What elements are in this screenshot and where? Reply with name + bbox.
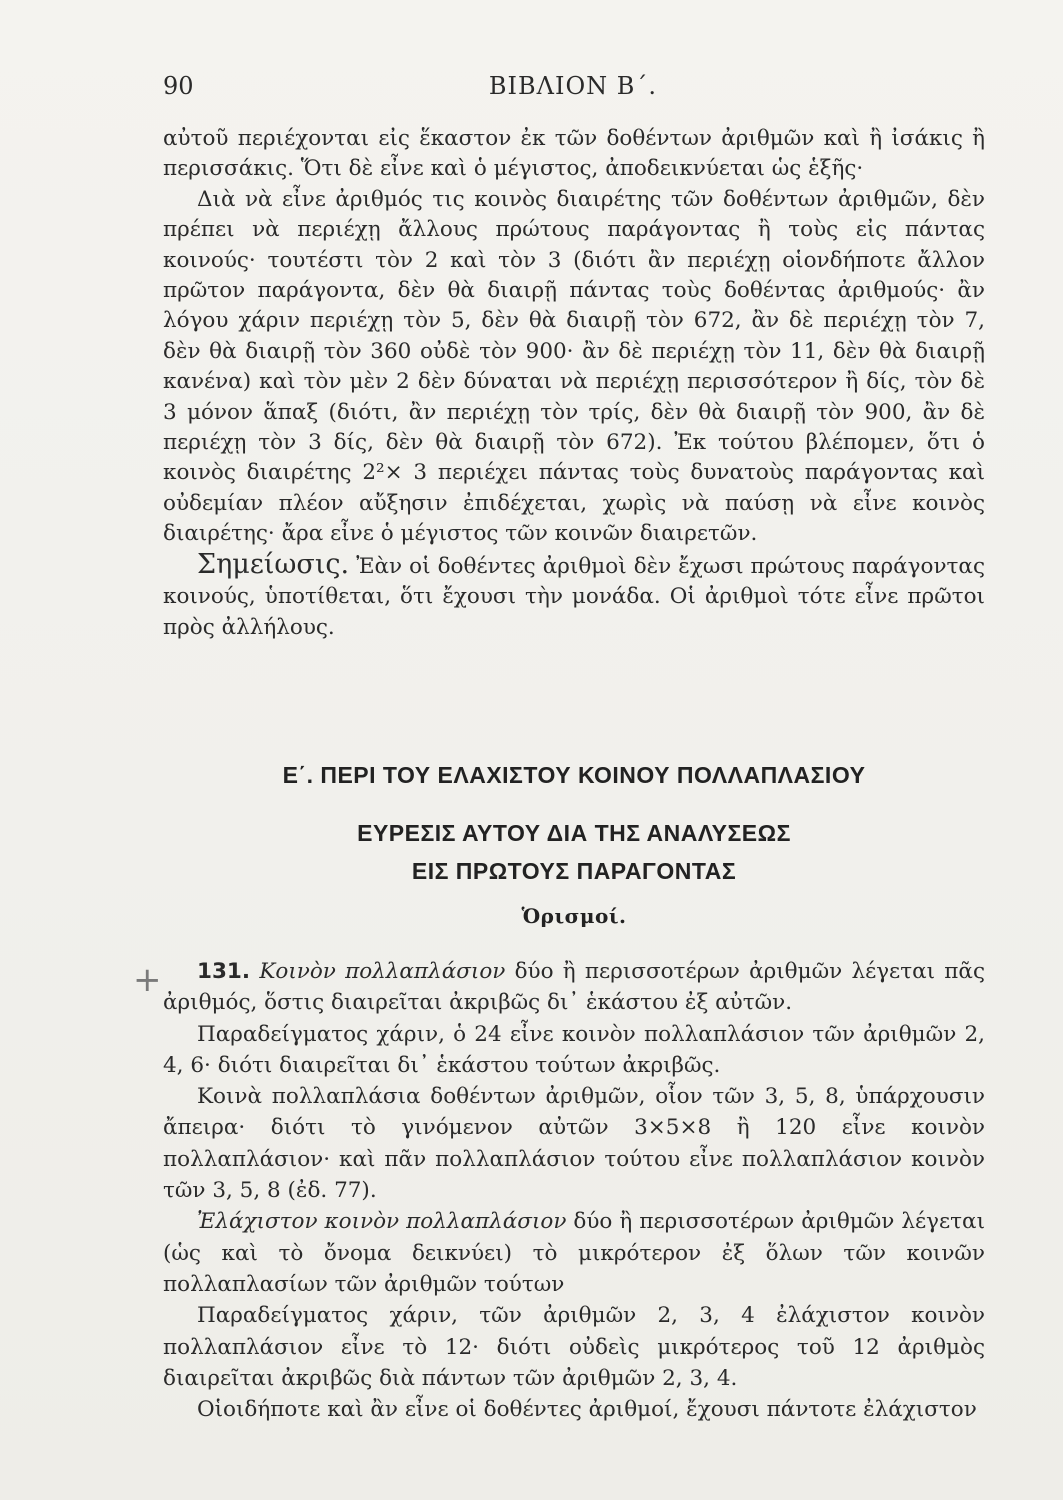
note-label: Σημείωσις. <box>197 548 350 580</box>
proof-text-block <box>163 124 985 643</box>
paragraph-number: 131. <box>197 959 251 984</box>
definition-lcm-text: δύο ἢ περισσοτέρων ἀριθμῶν λέγεται (ὡς καὶ τὸ ὄνομα δεικνύει) τὸ μικρότερον ἐξ ὅλων τῶν κοινῶν πολλαπλασίων τῶν ἀριθμῶν τούτων <box>163 1209 985 1297</box>
page-number: 90 <box>163 72 194 100</box>
closing-paragraph: Οἱοιδήποτε καὶ ἂν εἶνε οἱ δοθέντες ἀριθμοί, ἔχουσι πάντοτε ἐλάχιστον <box>197 1397 977 1423</box>
note-text: Ἐὰν οἱ δοθέντες ἀριθμοὶ δὲν ἔχωσι πρώτους παράγοντας κοινούς, ὑποτίθεται, ὅτι ἔχουσι τὴν μονάδα. Οἱ ἀριθμοὶ τότε εἶνε πρῶτοι πρὸς ἀλλήλους. <box>163 553 985 640</box>
note-paragraph <box>163 550 985 643</box>
definitions-heading: Ὁρισμοί. <box>521 904 627 928</box>
term-lcm: Ἐλάχιστον κοινὸν πολλαπλάσιον <box>197 1209 567 1235</box>
margin-pencil-mark-icon: + <box>133 960 162 1000</box>
paragraph-continuation: αὐτοῦ περιέχονται εἰς ἕκαστον ἐκ τῶν δοθέντων ἀριθμῶν καὶ ἢ ἰσάκις ἢ περισσάκις. Ὅτι δὲ εἶνε καὶ ὁ μέγιστος, ἀποδεικνύεται ὡς ἑξῆς· <box>163 126 985 182</box>
running-title: ΒΙΒΛΙΟΝ Β΄. <box>488 72 658 100</box>
definition-text: δύο ἢ περισσοτέρων ἀριθμῶν λέγεται πᾶς ἀριθμός, ὅστις διαιρεῖται ἀκριβῶς δι᾽ ἑκάστου ἐξ αὐτῶν. <box>163 959 985 1016</box>
definition-common-multiple <box>163 956 985 1019</box>
subheading-line-1: ΕΥΡΕΣΙΣ ΑΥΤΟΥ ΔΙΑ ΤΗΣ ΑΝΑΛΥΣΕΩΣ <box>357 820 791 846</box>
subheading-line-2: ΕΙΣ ΠΡΩΤΟΥΣ ΠΑΡΑΓΟΝΤΑΣ <box>411 858 737 884</box>
paragraph-proof: Διὰ νὰ εἶνε ἀριθμός τις κοινὸς διαιρέτης τῶν δοθέντων ἀριθμῶν, δὲν πρέπει νὰ περιέχῃ ἄλλους πρώτους παράγοντας ἢ τοὺς εἰς πάντας κοινούς· τουτέστι τὸν 2 καὶ τὸν 3 (διότι ἂν περιέχῃ οἱονδήποτε ἄλλον πρῶτον παράγοντα, δὲν θὰ διαιρῇ πάντας τοὺς δοθέντας ἀριθμούς· ἂν λόγου χάριν περιέχῃ τὸν 5, δὲν θὰ διαιρῇ τὸν 672, ἂν δὲ περιέχῃ τὸν 7, δὲν θὰ διαιρῇ τὸν 360 οὐδὲ τὸν 900· ἂν δὲ περιέχῃ τὸν 11, δὲν θὰ διαιρῇ κανένα) καὶ τὸν μὲν 2 δὲν δύναται νὰ περιέχῃ περισσότερον ἢ δίς, τὸν δὲ 3 μόνον ἅπαξ (διότι, ἂν περιέχῃ τὸν τρίς, δὲν θὰ διαιρῇ τὸν 900, ἂν δὲ περιέχῃ τὸν 3 δίς, δὲν θὰ διαιρῇ τὸν 672). Ἐκ τούτου βλέπομεν, ὅτι ὁ κοινὸς διαιρέτης 2²× 3 περιέχει πάντας τοὺς δυνατοὺς παράγοντας καὶ οὐδεμίαν πλέον αὔξησιν ἐπιδέχεται, χωρὶς νὰ παύσῃ νὰ εἶνε κοινὸς διαιρέτης· ἄρα εἶνε ὁ μέγιστος τῶν κοινῶν διαιρετῶν. <box>163 186 985 547</box>
page-header <box>163 72 983 112</box>
example-paragraph-2: Κοινὰ πολλαπλάσια δοθέντων ἀριθμῶν, οἷον τῶν 3, 5, 8, ὑπάρχουσιν ἄπειρα· διότι τὸ γινόμενον αὐτῶν 3×5×8 ἢ 120 εἶνε κοινὸν πολλαπλάσιον· καὶ πᾶν πολλαπλάσιον τούτου εἶνε πολλαπλάσιον κοινὸν τῶν 3, 5, 8 (ἐδ. 77). <box>163 1084 985 1204</box>
term-common-multiple: Κοινὸν πολλαπλάσιον <box>259 959 506 984</box>
example-paragraph-3: Παραδείγματος χάριν, τῶν ἀριθμῶν 2, 3, 4 ἐλάχιστον κοινὸν πολλαπλάσιον εἶνε τὸ 12· διότι οὐδεὶς μικρότερος τοῦ 12 ἀριθμὸς διαιρεῖται ἀκριβῶς διὰ πάντων τῶν ἀριθμῶν 2, 3, 4. <box>163 1303 985 1391</box>
definition-lcm <box>163 1206 985 1300</box>
example-paragraph-1: Παραδείγματος χάριν, ὁ 24 εἶνε κοινὸν πολλαπλάσιον τῶν ἀριθμῶν 2, 4, 6· διότι διαιρεῖται δι᾽ ἑκάστου τούτων ἀκριβῶς. <box>163 1021 985 1078</box>
chapter-heading: Ε΄. ΠΕΡΙ ΤΟΥ ΕΛΑΧΙΣΤΟΥ ΚΟΙΝΟΥ ΠΟΛΛΑΠΛΑΣΙΟΥ <box>282 762 866 788</box>
definitions-text-block <box>163 956 985 1425</box>
